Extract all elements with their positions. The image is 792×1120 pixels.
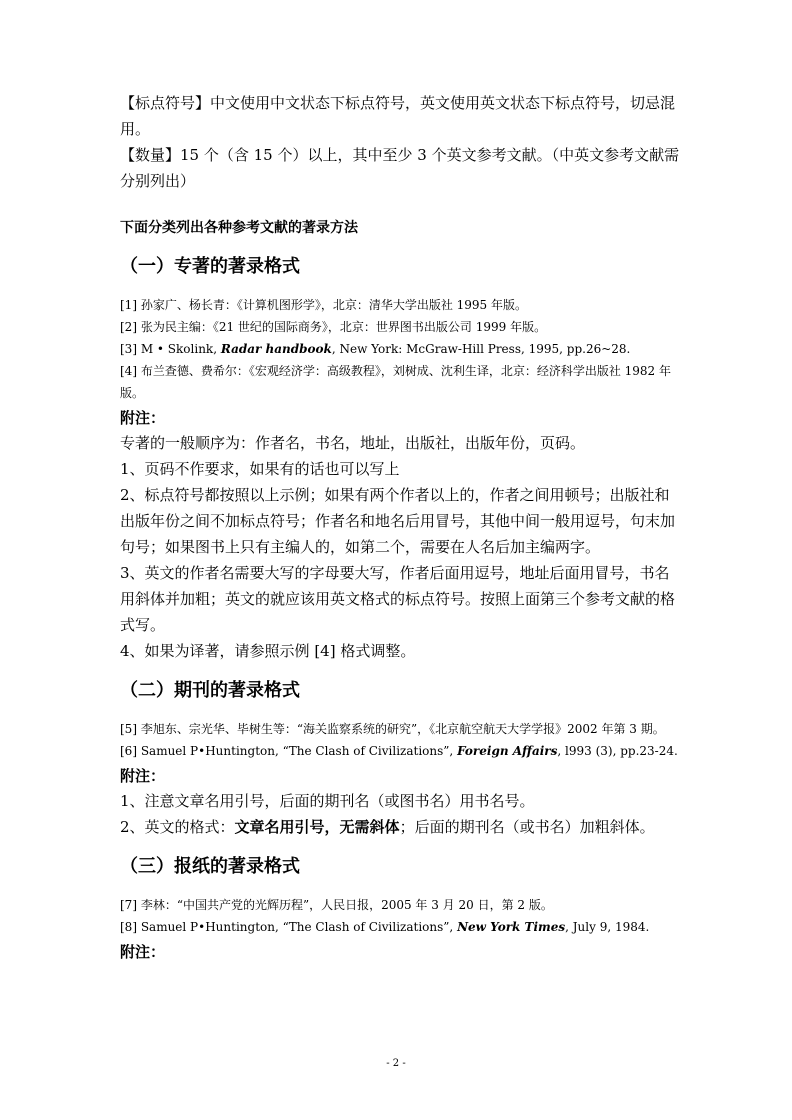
reference-6 [120,740,680,762]
monograph-note-1: 1、页码不作要求，如果有的话也可以写上 [120,460,400,478]
monograph-note-0: 专著的一般顺序为：作者名，书名，地址，出版社，出版年份，页码。 [120,434,586,452]
journal-note-2 [120,814,680,840]
reference-6-journal: Foreign Affairs [457,744,558,758]
quantity-rule [120,142,680,194]
monograph-note-heading: 附注： [120,409,166,427]
reference-3-book-title: Radar handbook [220,342,332,356]
punctuation-rule [120,90,680,142]
page-number: - 2 - [386,1058,406,1069]
section-newspaper-title: （三）报纸的著录格式 [120,856,300,877]
journal-note-1: 1、注意文章名用引号，后面的期刊名（或图书名）用书名号。 [120,792,535,810]
quantity-tag: 【数量】 [120,146,181,164]
punctuation-tag: 【标点符号】 [120,94,211,112]
monograph-note-2: 2、标点符号都按照以上示例；如果有两个作者以上的，作者之间用顿号；出版社和出版年份之间不加标点符号；作者名和地名后用冒号，其他中间一般用逗号，句末加句号；如果图书上只有主编人的，如第二个，需要在人名后加主编两字。 [120,486,676,556]
punctuation-text: 中文使用中文状态下标点符号，英文使用英文状态下标点符号，切忌混用。 [120,94,676,138]
reference-8-date: , July 9, 1984. [565,920,650,934]
reference-6-issue: , l993 (3), pp.23-24. [557,744,678,758]
reference-7: [7] 李林：“中国共产党的光辉历程”，人民日报，2005 年 3 月 20 日，第 2 版。 [120,898,553,912]
page-body [120,90,680,964]
journal-note-heading: 附注： [120,767,166,785]
reference-1: [1] 孙家广、杨长青：《计算机图形学》，北京：清华大学出版社 1995 年版。 [120,298,527,312]
intro-heading: 下面分类列出各种参考文献的著录方法 [120,220,358,236]
newspaper-note-heading: 附注： [120,943,166,961]
monograph-note-3: 3、英文的作者名需要大写的字母要大写，作者后面用逗号，地址后面用冒号，书名用斜体并加粗；英文的就应该用英文格式的标点符号。按照上面第三个参考文献的格式写。 [120,564,676,634]
journal-note-2-prefix: 2、英文的格式： [120,818,235,836]
reference-5: [5] 李旭东、宗光华、毕树生等：“海关监察系统的研究”，《北京航空航天大学学报》2002 年第 3 期。 [120,722,665,736]
journal-note-2-bold: 文章名用引号，无需斜体 [234,818,400,836]
reference-4: [4] 布兰查德、费希尔：《宏观经济学：高级教程》，刘树成、沈利生译，北京：经济科学出版社 1982 年版。 [120,364,671,400]
journal-note-2-suffix: ；后面的期刊名（或书名）加粗斜体。 [399,818,655,836]
reference-8-newspaper: New York Times [457,920,566,934]
reference-2: [2] 张为民主编：《21 世纪的国际商务》，北京：世界图书出版公司 1999 年版。 [120,320,547,334]
quantity-text: 15 个（含 15 个）以上，其中至少 3 个英文参考文献。（中英文参考文献需分别列出） [120,146,680,190]
reference-3-author: [3] M • Skolink, [120,342,221,356]
reference-3-publisher: , New York: McGraw-Hill Press, 1995, pp.26~28. [331,342,631,356]
reference-3 [120,338,680,360]
section-monograph-title: （一）专著的著录格式 [120,256,300,277]
reference-8-author: [8] Samuel P•Huntington, “The Clash of Civilizations”, [120,920,458,934]
monograph-note-4: 4、如果为译著，请参照示例 [4] 格式调整。 [120,642,416,660]
section-journal-title: （二）期刊的著录格式 [120,680,300,701]
reference-6-author: [6] Samuel P•Huntington, “The Clash of Civilizations”, [120,744,458,758]
reference-8 [120,916,680,938]
